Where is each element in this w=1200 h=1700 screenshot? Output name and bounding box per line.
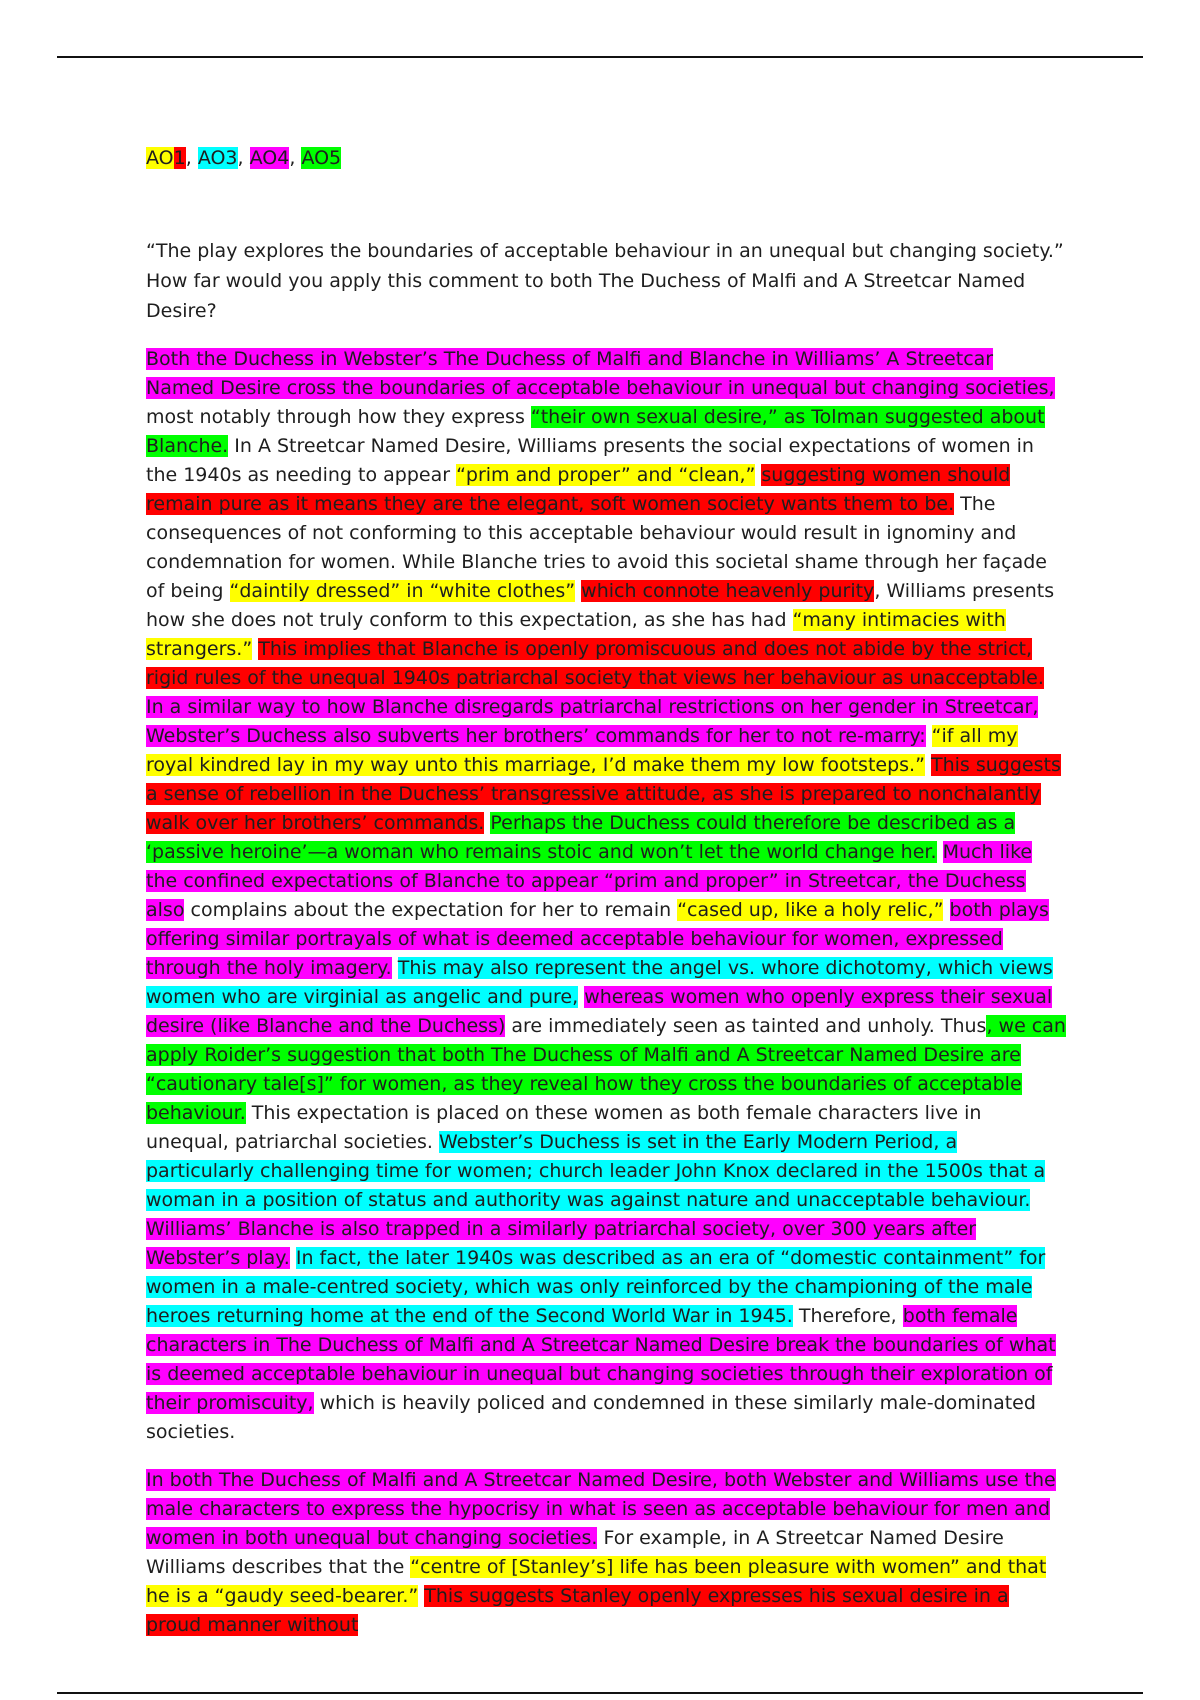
legend-item: 1 — [173, 147, 186, 169]
highlighted-text-magenta: Both the Duchess in Webster’s The Duchess of Malfi and Blanche in Williams’ A Streetcar Named Desire cross the boundaries of acceptable behaviour in unequal but changing societies, — [146, 348, 1055, 399]
body-text — [392, 957, 398, 979]
highlighted-text-magenta: both plays offering similar portrayals of what is deemed acceptable behaviour for women, expressed through the holy imagery. — [146, 899, 1049, 979]
body-text — [943, 899, 949, 921]
document-page — [146, 144, 1066, 1659]
body-text: most notably through how they express — [146, 406, 531, 428]
essay-question: “The play explores the boundaries of acceptable behaviour in an unequal but changing society.” How far would you apply this comment to both The Duchess of Malfi and A Streetcar Named Desire? — [146, 240, 1064, 322]
body-text: complains about the expectation for her to remain — [184, 899, 678, 921]
highlighted-text-magenta: In both The Duchess of Malfi and A Streetcar Named Desire, both Webster and Williams use the male characters to express the hypocrisy in what is seen as acceptable behaviour for men and women in both unequal but changing societies. — [146, 1469, 1056, 1549]
legend-item: AO4 — [249, 147, 290, 169]
body-text: In A Streetcar Named Desire, Williams presents the social expectations of women in the 1940s as needing to appear — [146, 435, 1034, 486]
body-text — [937, 841, 943, 863]
highlighted-text-magenta: whereas women who openly express their sexual desire (like Blanche and the Duchess) — [146, 986, 1053, 1037]
highlighted-text-magenta: both female characters in The Duchess of Malfi and A Streetcar Named Desire break the boundaries of what is deemed acceptable behaviour in unequal but changing societies through their exploration of their promiscuity, — [146, 1305, 1056, 1414]
body-text: This expectation is placed on these women as both female characters live in unequal, patriarchal societies. — [146, 1102, 982, 1153]
legend-item: AO5 — [301, 147, 342, 169]
body-text — [926, 725, 932, 747]
highlighted-text-red: This implies that Blanche is openly promiscuous and does not abide by the strict, rigid rules of the unequal 1940s patriarchal society that views her behaviour as unacceptable. — [146, 638, 1044, 689]
highlighted-text-green: , we can apply Roider’s suggestion that both The Duchess of Malfi and A Streetcar Named Desire are “cautionary tale[s]” for women, as they reveal how they cross the boundaries of acceptable behaviour. — [146, 1015, 1066, 1124]
legend-item: , — [289, 147, 302, 169]
essay-body — [146, 345, 1066, 1640]
highlighted-text-cyan: Webster’s Duchess is set in the Early Modern Period, a particularly challenging time for women; church leader John Knox declared in the 1500s that a woman in a position of status and authority was against nature and unacceptable behaviour. — [146, 1131, 1046, 1211]
highlighted-text-red: suggesting women should remain pure as it means they are the elegant, soft women society wants them to be. — [146, 464, 1011, 515]
body-text: are immediately seen as tainted and unholy. Thus — [505, 1015, 987, 1037]
highlighted-text-yellow: “daintily dressed” in “white clothes” — [229, 580, 576, 602]
highlighted-text-magenta: In a similar way to how Blanche disregards patriarchal restrictions on her gender in Streetcar, Webster’s Duchess also subverts her brothers’ commands for her to not re-marry: — [146, 696, 1039, 747]
essay-paragraph — [146, 345, 1066, 1447]
legend-item: , — [185, 147, 198, 169]
highlighted-text-yellow: “if all my royal kindred lay in my way unto this marriage, I’d make them my low footsteps.” — [146, 725, 1018, 776]
highlighted-text-magenta: Much like the confined expectations of Blanche to appear “prim and proper” in Streetcar, the Duchess also — [146, 841, 1033, 921]
highlighted-text-cyan: This may also represent the angel vs. whore dichotomy, which views women who are virginial as angelic and pure, — [146, 957, 1053, 1008]
highlighted-text-yellow: “cased up, like a holy relic,” — [677, 899, 944, 921]
highlighted-text-yellow: “many intimacies with strangers.” — [146, 609, 1006, 660]
body-text — [290, 1247, 296, 1269]
body-text: For example, in A Streetcar Named Desire Williams describes that the — [146, 1527, 1004, 1578]
footer-rule — [57, 1692, 1143, 1694]
highlighted-text-red: This suggests Stanley openly expresses his sexual desire in a proud manner without — [146, 1585, 1009, 1636]
assessment-objectives-legend — [146, 144, 1066, 172]
legend-item: , — [237, 147, 250, 169]
highlighted-text-yellow: “centre of [Stanley’s] life has been pleasure with women” and that he is a “gaudy seed-bearer.” — [146, 1556, 1047, 1607]
body-text: Therefore, — [792, 1305, 903, 1327]
essay-paragraph — [146, 1466, 1066, 1640]
highlighted-text-red: which connote heavenly purity — [581, 580, 875, 602]
highlighted-text-red: This suggests a sense of rebellion in the Duchess’ transgressive attitude, as she is prepared to nonchalantly walk over her brothers’ commands. — [146, 754, 1061, 834]
highlighted-text-cyan: In fact, the later 1940s was described as an era of “domestic containment” for women in a male-centred society, which was only reinforced by the championing of the male heroes returning home at the end of the Second World War in 1945. — [146, 1247, 1046, 1327]
highlighted-text-green: “their own sexual desire,” as Tolman suggested about Blanche. — [146, 406, 1045, 457]
legend-item: AO3 — [197, 147, 238, 169]
legend-item: AO — [146, 147, 174, 169]
header-rule — [57, 56, 1143, 58]
body-text: which is heavily policed and condemned in these similarly male-dominated societies. — [146, 1392, 1036, 1443]
highlighted-text-green: Perhaps the Duchess could therefore be described as a ‘passive heroine’—a woman who remains stoic and won’t let the world change her. — [146, 812, 1016, 863]
body-text: , Williams presents how she does not truly conform to this expectation, as she has had — [146, 580, 1055, 631]
highlighted-text-yellow: “prim and proper” and “clean,” — [456, 464, 756, 486]
body-text: The consequences of not conforming to this acceptable behaviour would result in ignominy and condemnation for women. While Blanche tries to avoid this societal shame through her façade of being — [146, 493, 1047, 602]
highlighted-text-magenta: Williams’ Blanche is also trapped in a similarly patriarchal society, over 300 years after Webster’s play. — [146, 1218, 977, 1269]
